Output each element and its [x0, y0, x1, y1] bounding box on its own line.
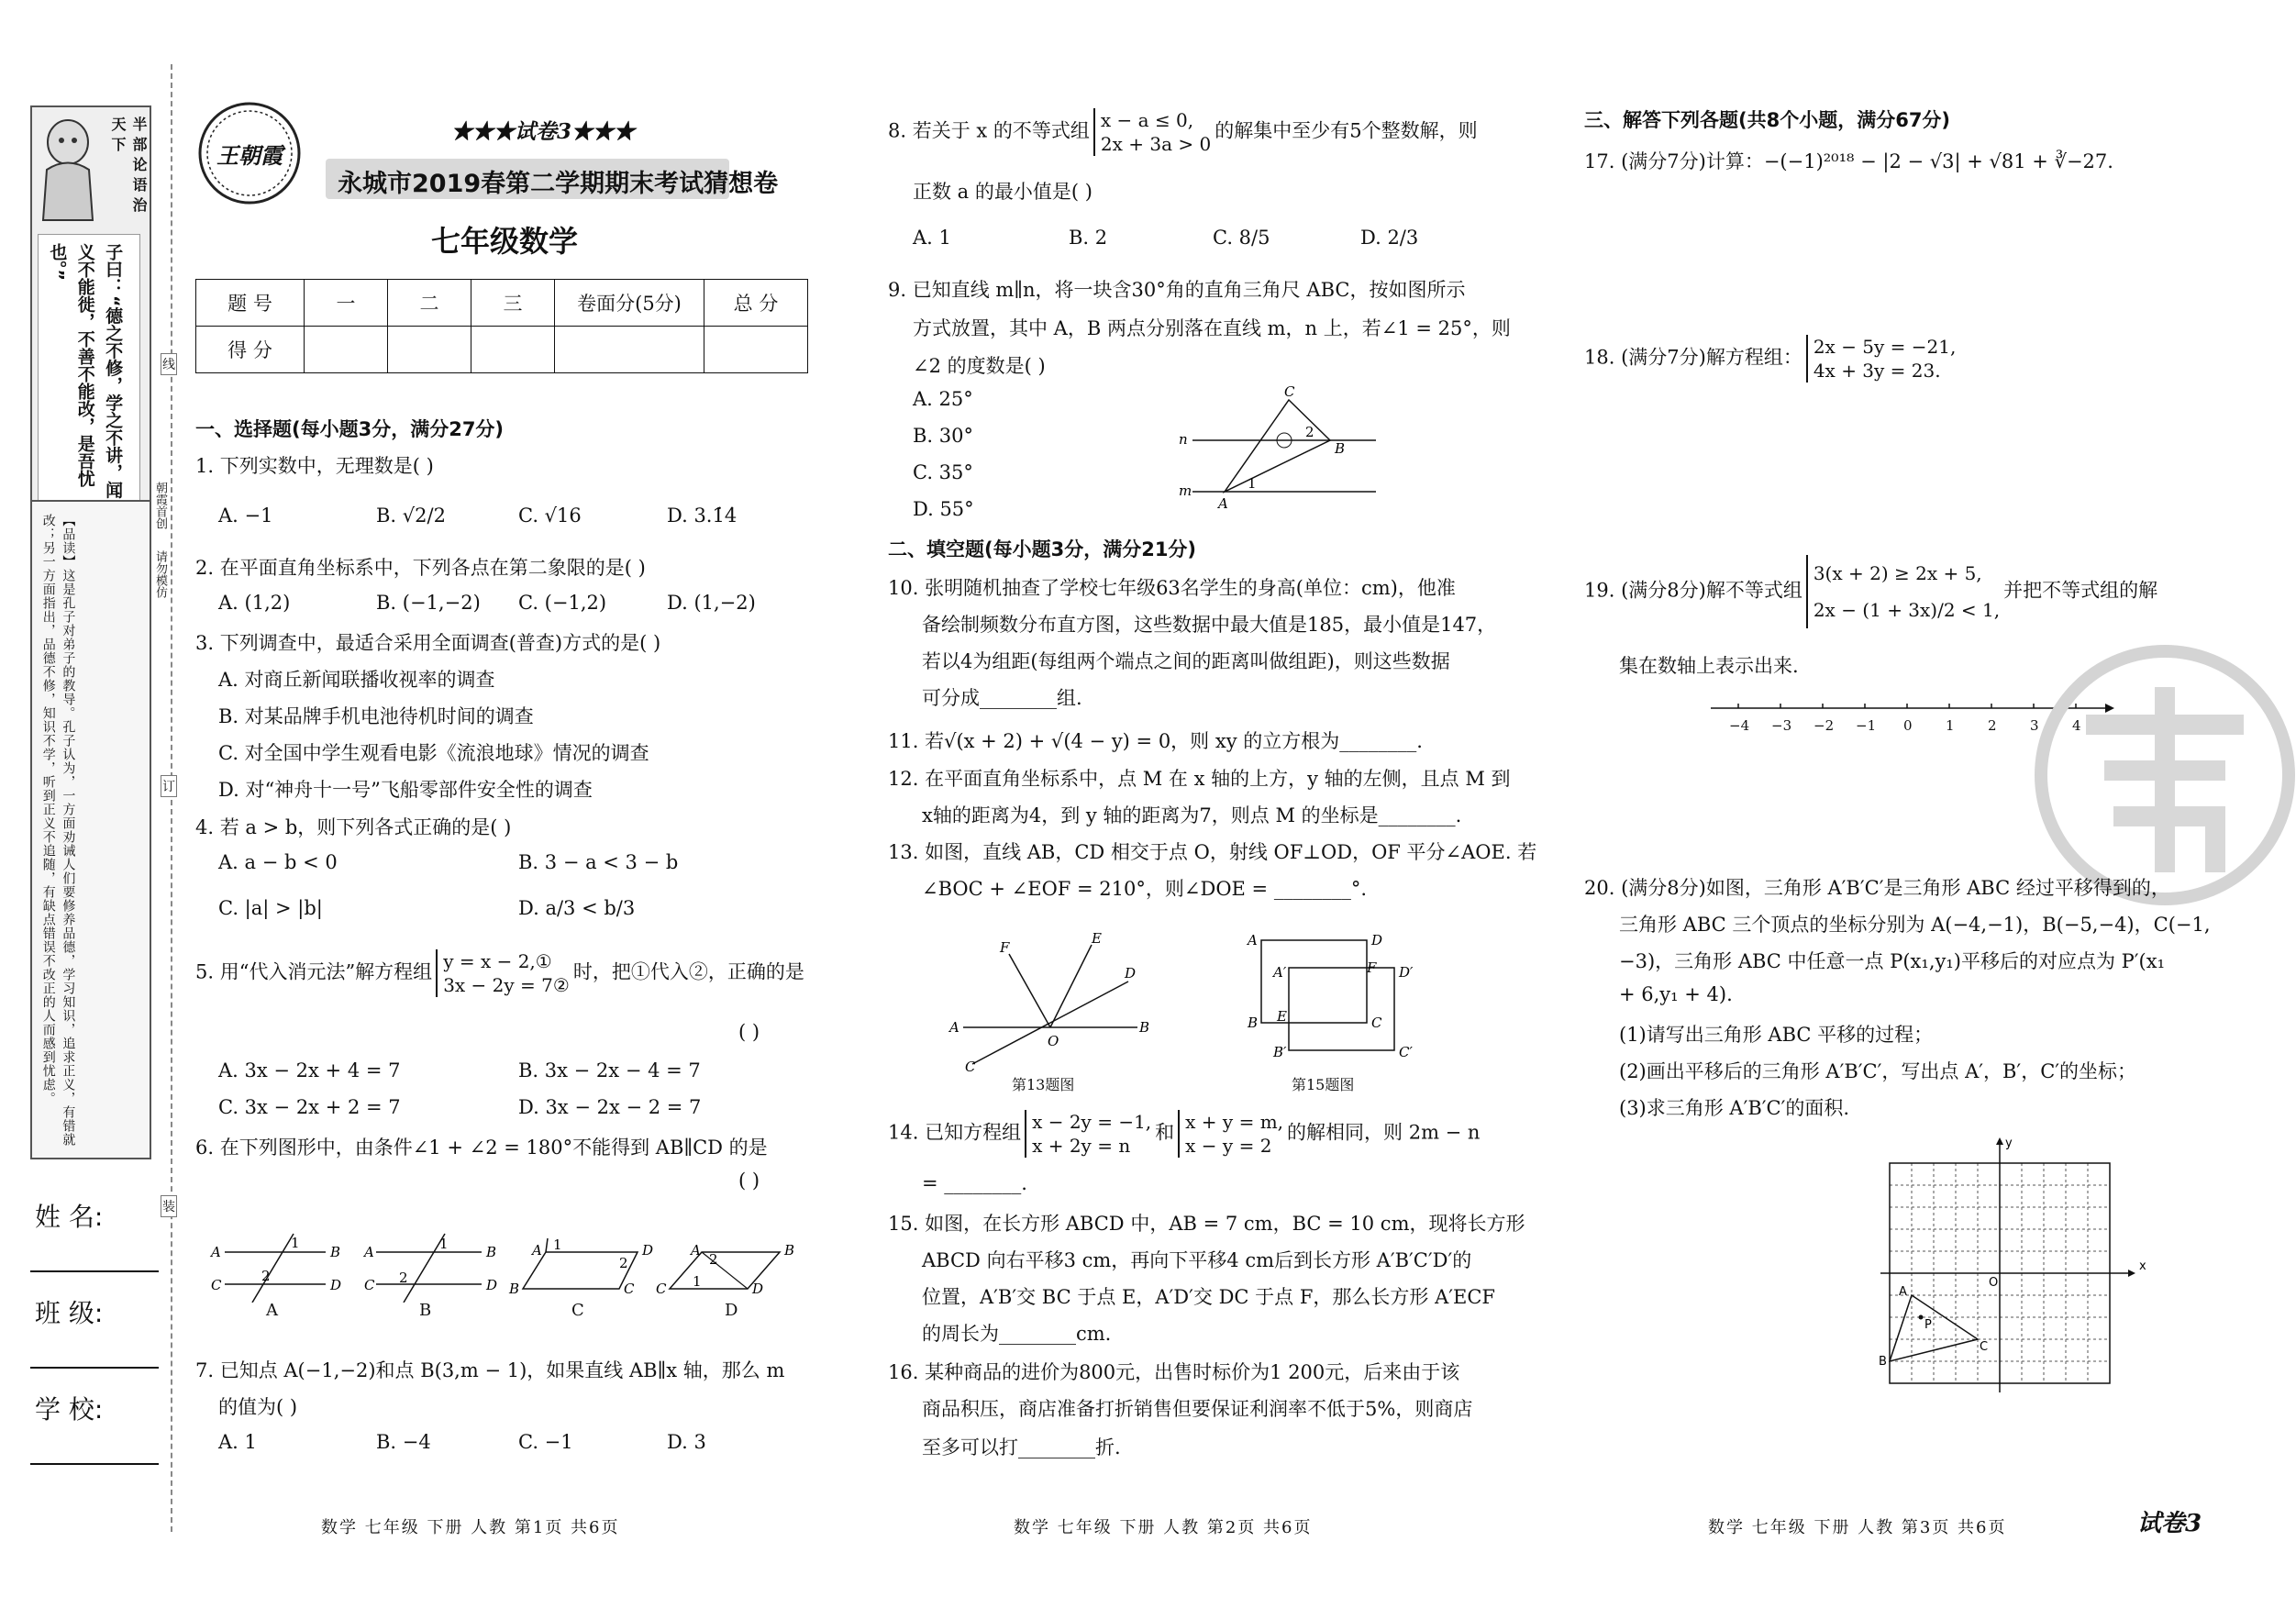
q20-part-3: (3)求三角形 A′B′C′的面积.: [1619, 1097, 1850, 1119]
svg-text:2: 2: [709, 1251, 718, 1268]
q14-b2: x − y = 2: [1185, 1135, 1272, 1157]
nl-tick: −2: [1814, 717, 1835, 734]
q16-line-3: 至多可以打________折.: [922, 1436, 1121, 1458]
q15-line-1: 15. 如图，在长方形 ABCD 中，AB = 7 cm，BC = 10 cm，现将长方形: [888, 1213, 1525, 1235]
q9-line-1: 9. 已知直线 m∥n，将一块含30°角的直角三角尺 ABC，按如图所示: [888, 279, 1466, 301]
svg-text:E: E: [1092, 930, 1102, 947]
cut-mark-2: 订: [161, 775, 177, 797]
q3-opt-d: D. 对“神舟十一号”飞船零部件安全性的调查: [218, 779, 593, 801]
svg-text:A: A: [211, 1244, 221, 1260]
q14-a2: x + 2y = n: [1032, 1135, 1131, 1157]
q8-stem-2: 正数 a 的最小值是( ): [913, 181, 1093, 203]
q11: 11. 若√(x + 2) + √(4 − y) = 0，则 xy 的立方根为________.: [888, 730, 1423, 752]
q6-paren: ( ): [738, 1170, 760, 1192]
q19-eq1: 3(x + 2) ≥ 2x + 5,: [1813, 562, 1982, 584]
seal-label-2: 请勿模仿: [153, 550, 167, 598]
q7-opt-a: A. 1: [218, 1431, 257, 1453]
svg-text:A: A: [532, 1242, 542, 1259]
q19-eq2: 2x − (1 + 3x)/2 < 1,: [1813, 599, 2001, 621]
q14-stem: [888, 1110, 1480, 1158]
q5-opt-d: D. 3x − 2x − 2 = 7: [518, 1096, 702, 1118]
q8-opt-a: A. 1: [913, 227, 951, 249]
q4-stem: 4. 若 a > b，则下列各式正确的是( ): [195, 816, 512, 838]
nl-tick: 1: [1946, 717, 1955, 734]
q8-system: [1093, 108, 1211, 156]
q19-stem: [1584, 555, 2157, 628]
sage-figure: [36, 115, 100, 225]
pindu-text: 【品读】这是孔子对弟子的教导。孔子认为，一方面劝诫人们要修养品德，学习知识，追求正义，有错就改；另一方面指出，品德不修，知识不学，听到正义不追随，有缺点错误不改正的人而感到忧虑。: [40, 514, 76, 1147]
score-input-cell[interactable]: [555, 327, 704, 373]
nl-tick: 4: [2072, 717, 2081, 734]
class-field[interactable]: [30, 1367, 159, 1369]
fig13: [945, 926, 1156, 1082]
q8-stem-pre: 8. 若关于 x 的不等式组: [888, 119, 1090, 142]
q18-eq2: 4x + 3y = 23.: [1813, 360, 1941, 382]
q8-eq2: 2x + 3a > 0: [1100, 133, 1212, 155]
q2-opt-a: A. (1,2): [218, 592, 291, 614]
q20-line-3: −3)，三角形 ABC 中任意一点 P(x₁,y₁)平移后的对应点为 P′(x₁: [1619, 950, 2165, 972]
q9-opt-a: A. 25°: [913, 388, 973, 410]
q5-opt-a: A. 3x − 2x + 4 = 7: [218, 1059, 401, 1081]
q6-stem: 6. 在下列图形中，由条件∠1 + ∠2 = 180°不能得到 AB∥CD 的是: [195, 1137, 768, 1159]
q9-opt-d: D. 55°: [913, 498, 974, 520]
q19-system: [1806, 555, 2000, 628]
nl-tick: 2: [1988, 717, 1997, 734]
q9-figure: [1174, 383, 1394, 521]
svg-text:B: B: [330, 1244, 341, 1260]
svg-text:B: B: [509, 1281, 520, 1297]
q14-b1: x + y = m,: [1185, 1111, 1284, 1133]
svg-text:A: A: [1218, 495, 1228, 512]
svg-text:1: 1: [1248, 475, 1257, 492]
footer-page-2: 数学 七年级 下册 人教 第2页 共6页: [1014, 1518, 1313, 1537]
q18-system: [1806, 335, 1957, 383]
q17: 17. (满分7分)计算：−(−1)²⁰¹⁸ − |2 − √3| + √81 + ∛−27.: [1584, 150, 2113, 172]
q14-mid: 和: [1155, 1121, 1175, 1144]
svg-text:P: P: [1924, 1318, 1932, 1332]
q5-stem: [195, 949, 804, 997]
svg-text:D′: D′: [1399, 964, 1414, 981]
svg-text:B: B: [486, 1244, 497, 1260]
svg-text:C′: C′: [1399, 1044, 1413, 1060]
q3-opt-c: C. 对全国中学生观看电影《流浪地球》情况的调查: [218, 742, 649, 764]
q10-line-2: 备绘制频数分布直方图，这些数据中最大值是185，最小值是147，: [922, 614, 1497, 636]
q5-stem-pre: 5. 用“代入消元法”解方程组: [195, 960, 433, 983]
svg-text:2: 2: [619, 1255, 628, 1271]
section3-heading: 三、解答下列各题(共8个小题，满分67分): [1584, 109, 1951, 131]
confidential-seal: [2032, 642, 2296, 908]
svg-text:A: A: [1248, 932, 1258, 948]
q7-opt-b: B. −4: [376, 1431, 431, 1453]
q8-stem: [888, 108, 1478, 156]
q6-figures: [206, 1220, 803, 1330]
coordinate-grid: [1871, 1137, 2156, 1403]
score-row-label: 得 分: [196, 327, 305, 373]
svg-text:y: y: [2005, 1137, 2013, 1150]
score-input-cell[interactable]: [388, 327, 471, 373]
q4-opt-d: D. a/3 < b/3: [518, 897, 636, 919]
q3-opt-a: A. 对商丘新闻联播收视率的调查: [218, 669, 495, 691]
binding-line: [171, 64, 172, 1532]
svg-text:1: 1: [553, 1237, 562, 1253]
nl-tick: −3: [1771, 717, 1792, 734]
svg-text:B: B: [784, 1242, 795, 1259]
q13-line-2: ∠BOC + ∠EOF = 210°，则∠DOE = ________°.: [922, 878, 1367, 900]
q3-stem: 3. 下列调查中，最适合采用全面调查(普查)方式的是( ): [195, 632, 661, 654]
q4-opt-a: A. a − b < 0: [218, 851, 338, 873]
q20-line-4: + 6,y₁ + 4).: [1619, 983, 1733, 1005]
q14-a1: x − 2y = −1,: [1032, 1111, 1152, 1133]
cut-mark-3: 装: [161, 1195, 177, 1217]
svg-text:1: 1: [439, 1236, 449, 1252]
q9-opt-b: B. 30°: [913, 425, 974, 447]
score-input-cell[interactable]: [704, 327, 808, 373]
q1-opt-b: B. √2/2: [376, 505, 446, 527]
q6-fig-label-b: B: [419, 1301, 432, 1320]
q6-fig-label-d: D: [725, 1301, 738, 1320]
quote-text: 子曰：“德之不修，学之不讲，闻义不能徙，不善不能改，是吾忧也。”: [47, 243, 124, 499]
q12-line-2: x轴的距离为4，到 y 轴的距离为7，则点 M 的坐标是________.: [922, 804, 1462, 826]
q2-opt-b: B. (−1,−2): [376, 592, 481, 614]
q5-stem-post: 时，把①代入②，正确的是: [572, 960, 804, 983]
svg-text:B: B: [1335, 440, 1346, 457]
q16-line-2: 商品积压，商店准备打折销售但要保证利润率不低于5%，则商店: [922, 1398, 1473, 1420]
fig15: [1238, 926, 1431, 1082]
footer-page-3: 数学 七年级 下册 人教 第3页 共6页: [1708, 1518, 2007, 1537]
q4-opt-b: B. 3 − a < 3 − b: [518, 851, 679, 873]
score-head-cell: 三: [471, 280, 555, 327]
q9-line-3: ∠2 的度数是( ): [913, 355, 1046, 377]
svg-text:C: C: [364, 1277, 375, 1293]
svg-text:m: m: [1179, 482, 1192, 499]
q14-system-b: [1178, 1110, 1283, 1158]
q18-stem-text: 18. (满分7分)解方程组：: [1584, 346, 1802, 369]
svg-text:B: B: [1139, 1019, 1150, 1036]
fig15-caption: 第15题图: [1292, 1076, 1355, 1093]
q5-opt-c: C. 3x − 2x + 2 = 7: [218, 1096, 401, 1118]
q18-stem: [1584, 335, 1959, 383]
q1-opt-a: A. −1: [218, 505, 273, 527]
q12-line-1: 12. 在平面直角坐标系中，点 M 在 x 轴的上方，y 轴的左侧，且点 M 到: [888, 768, 1511, 790]
score-input-cell[interactable]: [305, 327, 388, 373]
svg-text:D: D: [1371, 932, 1383, 948]
svg-text:A′: A′: [1273, 964, 1287, 981]
q20-part-2: (2)画出平移后的三角形 A′B′C′，写出点 A′，B′，C′的坐标；: [1619, 1060, 2137, 1082]
svg-text:O: O: [1989, 1276, 1999, 1290]
score-head-cell: 一: [305, 280, 388, 327]
svg-text:1: 1: [693, 1273, 702, 1290]
svg-text:O: O: [1048, 1033, 1059, 1049]
q18-eq1: 2x − 5y = −21,: [1813, 336, 1957, 358]
q6-fig-label-c: C: [571, 1301, 584, 1320]
q5-paren: ( ): [738, 1021, 760, 1043]
svg-text:A: A: [949, 1019, 959, 1036]
q14-stem-post: 的解相同，则 2m − n: [1287, 1121, 1481, 1144]
name-label: 姓 名:: [35, 1202, 104, 1232]
q6-fig-label-a: A: [266, 1301, 278, 1320]
score-head-cell: 二: [388, 280, 471, 327]
q13-line-1: 13. 如图，直线 AB，CD 相交于点 O，射线 OF⊥OD，OF 平分∠AOE. 若: [888, 841, 1537, 863]
section2-heading: 二、填空题(每小题3分，满分21分): [888, 538, 1197, 560]
q15-line-3: 位置，A′B′交 BC 于点 E，A′D′交 DC 于点 F，那么长方形 A′ECF: [922, 1286, 1495, 1308]
q9-line-2: 方式放置，其中 A，B 两点分别落在直线 m，n 上，若∠1 = 25°，则: [913, 317, 1511, 339]
q14-system-a: [1025, 1110, 1151, 1158]
q8-stem-post: 的解集中至少有5个整数解，则: [1215, 119, 1478, 142]
fig13-caption: 第13题图: [1012, 1076, 1075, 1093]
subject-title: 七年级数学: [431, 224, 579, 259]
q8-opt-c: C. 8/5: [1213, 227, 1270, 249]
q19-stem-text: 19. (满分8分)解不等式组: [1584, 579, 1802, 602]
svg-text:C: C: [1371, 1015, 1382, 1031]
nl-tick: −1: [1856, 717, 1877, 734]
q2-stem: 2. 在平面直角坐标系中，下列各点在第二象限的是( ): [195, 557, 646, 579]
q10-line-1: 10. 张明随机抽查了学校七年级63名学生的身高(单位：cm)，他准: [888, 577, 1456, 599]
q5-eq2: 3x − 2y = 7②: [443, 974, 570, 996]
footer-page-1: 数学 七年级 下册 人教 第1页 共6页: [321, 1518, 620, 1537]
section1-heading: 一、选择题(每小题3分，满分27分): [195, 418, 505, 440]
q10-line-3: 若以4为组距(每组两个端点之间的距离叫做组距)，则这些数据: [922, 650, 1450, 672]
left-margin: [30, 105, 150, 1165]
q5-system: [436, 949, 570, 997]
q2-opt-c: C. (−1,2): [518, 592, 607, 614]
footer-tag: 试卷3: [2137, 1510, 2202, 1537]
nl-tick: −4: [1729, 717, 1750, 734]
name-field[interactable]: [30, 1270, 159, 1272]
q8-eq1: x − a ≤ 0,: [1100, 109, 1194, 131]
logo-text: 王朝霞: [216, 142, 283, 169]
nl-tick: 3: [2030, 717, 2039, 734]
svg-text:x: x: [2139, 1259, 2146, 1273]
svg-text:C: C: [656, 1281, 667, 1297]
q7-opt-d: D. 3: [667, 1431, 706, 1453]
svg-text:D: D: [752, 1281, 764, 1297]
svg-text:1: 1: [291, 1235, 300, 1251]
nl-tick: 0: [1903, 717, 1913, 734]
q2-opt-d: D. (1,−2): [667, 592, 756, 614]
seal-label-1: 朝霞首创: [153, 482, 167, 529]
q7-opt-c: C. −1: [518, 1431, 573, 1453]
q1-opt-c: C. √16: [518, 505, 582, 527]
score-head-cell: 卷面分(5分): [555, 280, 704, 327]
motto-title: 半部论语治天下: [109, 116, 148, 217]
q20-part-1: (1)请写出三角形 ABC 平移的过程；: [1619, 1024, 1934, 1046]
q16-line-1: 16. 某种商品的进价为800元，出售时标价为1 200元，后来由于该: [888, 1361, 1460, 1383]
score-table: [195, 279, 808, 373]
q1-stem: 1. 下列实数中，无理数是( ): [195, 455, 434, 477]
q3-opt-b: B. 对某品牌手机电池待机时间的调查: [218, 705, 534, 727]
svg-text:A: A: [364, 1244, 374, 1260]
svg-text:D: D: [486, 1277, 498, 1293]
q4-opt-c: C. |a| > |b|: [218, 897, 323, 919]
svg-text:F: F: [1367, 959, 1377, 976]
svg-text:2: 2: [1305, 424, 1314, 440]
svg-text:C: C: [965, 1059, 976, 1073]
q9-opt-c: C. 35°: [913, 461, 973, 483]
q8-opt-d: D. 2/3: [1360, 227, 1419, 249]
score-head-cell: 总 分: [704, 280, 808, 327]
svg-text:n: n: [1179, 431, 1188, 448]
q1-opt-d: D. 3.1̇4̇: [667, 505, 738, 527]
q7-stem-2: 的值为( ): [218, 1396, 298, 1418]
cut-mark-1: 线: [161, 353, 177, 375]
svg-text:F: F: [1000, 939, 1010, 956]
q5-opt-b: B. 3x − 2x − 4 = 7: [518, 1059, 701, 1081]
svg-text:D: D: [330, 1277, 342, 1293]
exam-title: 永城市2019春第二学期期末考试猜想卷: [338, 170, 779, 198]
svg-text:B: B: [1879, 1355, 1887, 1369]
q19-post: 并把不等式组的解: [2003, 579, 2158, 602]
svg-text:C: C: [211, 1277, 222, 1293]
paper-tag: ★★★试卷3★★★: [451, 119, 636, 144]
class-label: 班 级:: [35, 1298, 104, 1328]
school-field[interactable]: [30, 1463, 159, 1465]
q15-line-2: ABCD 向右平移3 cm，再向下平移4 cm后到长方形 A′B′C′D′的: [922, 1249, 1472, 1271]
q15-line-4: 的周长为________cm.: [922, 1323, 1112, 1345]
q19-stem-2: 集在数轴上表示出来.: [1619, 655, 1799, 677]
svg-text:2: 2: [399, 1270, 408, 1286]
svg-text:D: D: [642, 1242, 654, 1259]
svg-text:A: A: [1899, 1285, 1907, 1299]
q20-line-2: 三角形 ABC 三个顶点的坐标分别为 A(−4,−1)，B(−5,−4)，C(−1,: [1619, 914, 2211, 936]
q20-line-1: 20. (满分8分)如图，三角形 A′B′C′是三角形 ABC 经过平移得到的，: [1584, 877, 2170, 899]
svg-text:E: E: [1277, 1008, 1287, 1025]
svg-text:C: C: [624, 1281, 635, 1297]
school-label: 学 校:: [35, 1394, 104, 1425]
svg-text:C: C: [1284, 383, 1295, 400]
q14-stem-2: = ________.: [922, 1172, 1027, 1194]
svg-text:2: 2: [261, 1268, 271, 1284]
q8-opt-b: B. 2: [1069, 227, 1108, 249]
svg-text:D: D: [1125, 965, 1137, 981]
svg-text:C: C: [1980, 1340, 1989, 1354]
svg-text:B: B: [1248, 1015, 1259, 1031]
q14-stem-pre: 14. 已知方程组: [888, 1121, 1022, 1144]
score-input-cell[interactable]: [471, 327, 555, 373]
svg-text:A: A: [691, 1242, 701, 1259]
q7-stem: 7. 已知点 A(−1,−2)和点 B(3,m − 1)，如果直线 AB∥x 轴，那么 m: [195, 1359, 785, 1381]
q10-line-4: 可分成________组.: [922, 687, 1082, 709]
svg-text:B′: B′: [1273, 1044, 1287, 1060]
score-head-cell: 题 号: [196, 280, 305, 327]
q5-eq1: y = x − 2,①: [443, 950, 552, 972]
